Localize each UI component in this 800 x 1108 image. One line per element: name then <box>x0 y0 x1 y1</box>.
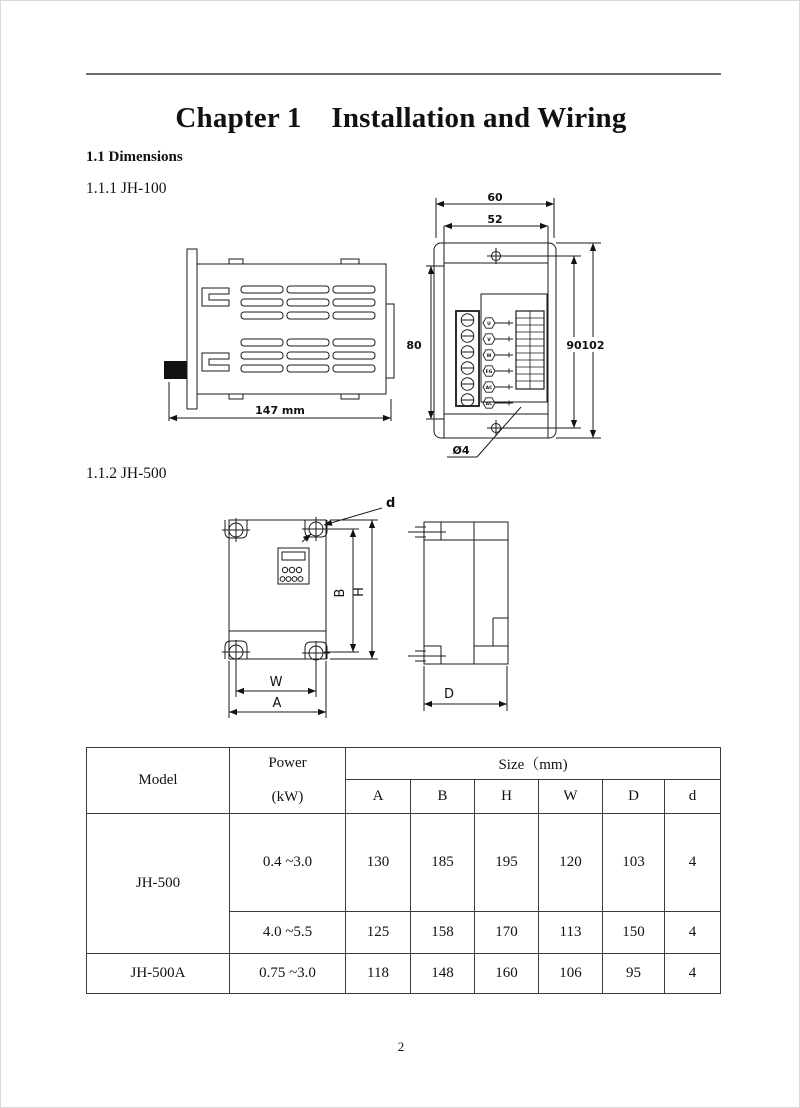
power-cell: 0.4 ~3.0 <box>230 814 346 912</box>
value-cell: 148 <box>411 954 475 994</box>
jh100-front-dimensions <box>406 191 605 457</box>
terminal-name-plate <box>516 311 544 389</box>
mount-slot <box>202 288 229 306</box>
terminal-label: FG <box>485 369 493 375</box>
terminal-label: AC <box>485 385 493 391</box>
terminal-label: V <box>487 337 491 343</box>
value-cell: 103 <box>603 814 665 912</box>
shaft <box>164 361 187 379</box>
table-row <box>87 814 721 912</box>
bottom-mount-tab <box>424 646 441 664</box>
value-cell: 130 <box>346 814 411 912</box>
keypad <box>278 548 309 584</box>
power-cell: 0.75 ~3.0 <box>230 954 346 994</box>
side-body <box>424 522 508 664</box>
size-group-header-cell: Size（mm) <box>346 748 721 780</box>
width-outer-label: 60 <box>487 191 503 204</box>
display <box>282 552 305 560</box>
table-header-row-1 <box>87 748 721 780</box>
jh500-side-view <box>408 522 508 664</box>
power-cell: 4.0 ~5.5 <box>230 912 346 954</box>
value-cell: 4 <box>665 814 721 912</box>
jh500-width-dimensions <box>229 661 326 718</box>
value-cell: 158 <box>411 912 475 954</box>
value-cell: 170 <box>475 912 539 954</box>
jh100-front-view <box>434 226 556 438</box>
size-col-header: W <box>539 780 603 814</box>
value-cell: 106 <box>539 954 603 994</box>
terminal-label: AC <box>485 401 493 407</box>
mount-slot <box>202 353 229 371</box>
section-heading-dimensions: 1.1 Dimensions <box>86 149 183 165</box>
front-bezel <box>434 243 556 438</box>
rear-step <box>386 304 394 378</box>
jh100-side-view <box>164 249 394 409</box>
power-header-cell <box>230 748 346 814</box>
height-holes-label: 90 <box>566 339 582 352</box>
model-header-cell: Model <box>87 748 230 814</box>
jh500-front-view <box>222 517 330 665</box>
value-cell: 160 <box>475 954 539 994</box>
value-cell: 113 <box>539 912 603 954</box>
jh100-length-dimension <box>169 382 391 421</box>
size-col-header: d <box>665 780 721 814</box>
value-cell: 4 <box>665 912 721 954</box>
jh500-depth-dimension <box>424 666 507 711</box>
size-col-header: H <box>475 780 539 814</box>
jh100-dimension-drawing <box>141 193 611 463</box>
subsection-jh500: 1.1.2 JH-500 <box>86 465 167 482</box>
dim-d-label: D <box>443 687 455 702</box>
length-dim-label: 147 mm <box>255 404 305 417</box>
size-table <box>86 747 721 994</box>
front-flange <box>187 249 197 409</box>
hole-diameter-label: Ø4 <box>452 444 470 457</box>
value-cell: 185 <box>411 814 475 912</box>
value-cell: 195 <box>475 814 539 912</box>
value-cell: 150 <box>603 912 665 954</box>
terminal-labels <box>483 318 513 408</box>
header-rule <box>86 73 721 75</box>
dim-h-label: H <box>352 587 367 597</box>
table-row <box>87 954 721 994</box>
value-cell: 118 <box>346 954 411 994</box>
size-col-header: D <box>603 780 665 814</box>
terminal-label: W <box>486 353 492 359</box>
power-header-line1: Power <box>268 755 307 771</box>
chapter-title: Chapter 1 Installation and Wiring <box>175 102 627 134</box>
dim-b-label: B <box>333 588 348 598</box>
height-outer-label: 102 <box>581 339 605 352</box>
width-inner-label: 52 <box>487 213 503 226</box>
jh500-height-dimensions <box>324 520 378 659</box>
dim-a-label: A <box>272 696 282 711</box>
terminal-screws <box>461 314 474 407</box>
dim-w-label: W <box>269 675 283 690</box>
model-cell: JH-500 <box>87 814 230 954</box>
model-cell: JH-500A <box>87 954 230 994</box>
value-cell: 95 <box>603 954 665 994</box>
terminal-label: U <box>487 321 491 327</box>
size-col-header: B <box>411 780 475 814</box>
bottom-plate <box>229 631 326 659</box>
jh500-dimension-drawing <box>186 489 616 736</box>
size-col-header: A <box>346 780 411 814</box>
height-panel-label: 80 <box>406 339 422 352</box>
subsection-jh100: 1.1.1 JH-100 <box>86 180 167 197</box>
body <box>197 264 386 394</box>
page-number: 2 <box>397 1039 405 1054</box>
value-cell: 4 <box>665 954 721 994</box>
value-cell: 125 <box>346 912 411 954</box>
value-cell: 120 <box>539 814 603 912</box>
power-header-line2: (kW) <box>271 789 304 805</box>
hole-d-label: d <box>386 496 396 511</box>
top-mount-tab <box>424 522 441 540</box>
